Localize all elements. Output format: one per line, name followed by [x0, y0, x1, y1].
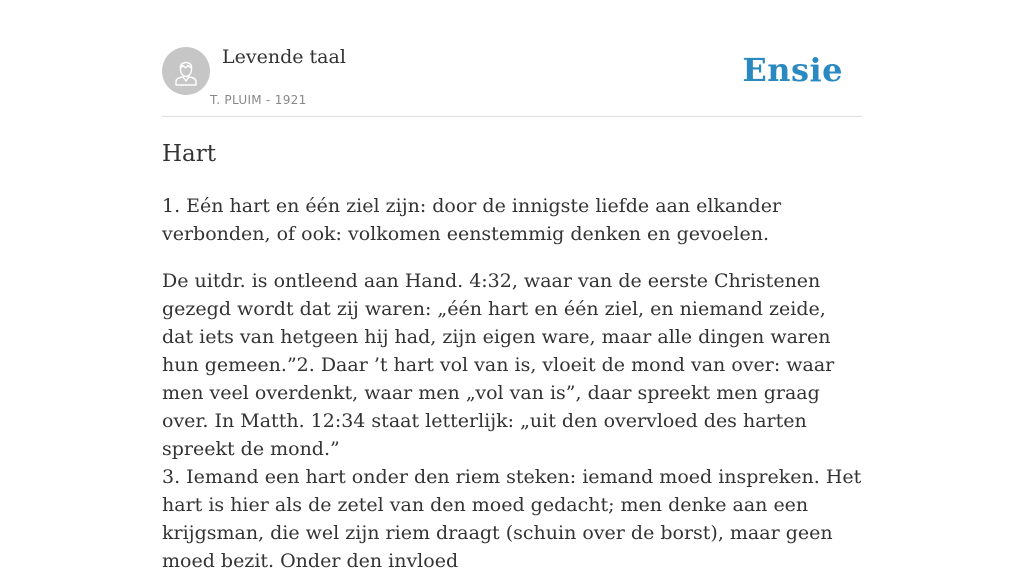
page-wrapper — [162, 0, 862, 572]
entry-headword: Hart — [162, 141, 217, 167]
definition-paragraph: De uitdr. is ontleend aan Hand. 4:32, waar van de eerste Christenen gezegd wordt dat zij waren: „één hart en één ziel, en niemand zeide, dat iets van hetgeen hij had, zijn eigen ware, maar alle dingen waren hun gemeen.”2. Daar ’t hart vol van is, vloeit de mond van over: waar men veel overdenkt, waar men „vol van is”, daar spreekt men graag over. In Matth. 12:34 staat letterlijk: „uit den overvloed des harten spreekt de mond.” — [162, 270, 835, 460]
author-line: T. PLUIM - 1921 — [210, 93, 307, 107]
book-title[interactable]: Levende taal — [222, 46, 346, 68]
definition-paragraph: 1. Eén hart en één ziel zijn: door de innigste liefde aan elkander verbonden, of ook: volkomen eenstemmig denken en gevoelen. — [162, 195, 782, 245]
user-icon — [162, 47, 210, 95]
entry-body — [162, 192, 862, 575]
avatar[interactable] — [162, 47, 210, 95]
definition-paragraph: 3. Iemand een hart onder den riem steken: iemand moed inspreken. Het hart is hier als de zetel van den moed gedacht; men denke aan een krijgsman, die wel zijn riem draagt (schuin over de borst), maar geen moed bezit. Onder den invloed — [162, 466, 862, 572]
entry-header — [162, 0, 862, 117]
ensie-logo[interactable]: Ensie — [742, 51, 843, 89]
